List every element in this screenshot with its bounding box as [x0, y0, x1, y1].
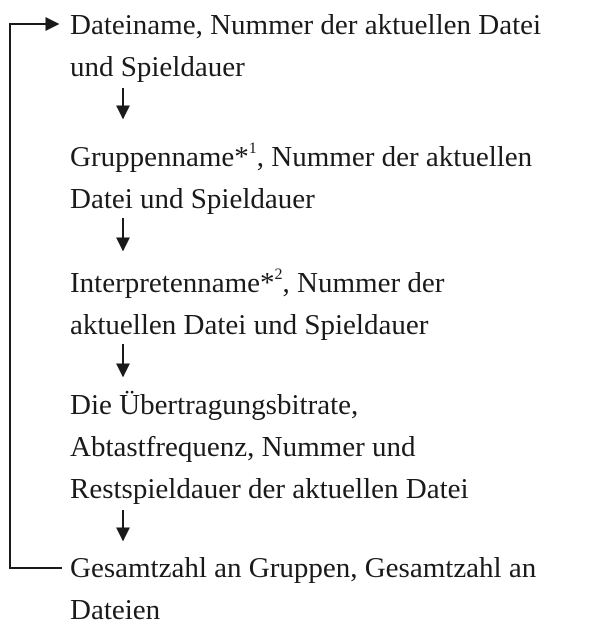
step-3-line-1 [70, 262, 610, 304]
flow-step-1 [70, 4, 610, 88]
step-3-line-2: aktuellen Datei und Spieldauer [70, 309, 429, 341]
flow-step-5 [70, 547, 610, 631]
step-1-line-2: und Spieldauer [70, 51, 245, 83]
step-2-line-1-pre: Gruppenname* [70, 141, 249, 173]
footnote-marker-1: 1 [248, 140, 257, 158]
step-4-line-2: Abtastfrequenz, Nummer und [70, 431, 416, 463]
step-3-line-1-post: , Nummer der [282, 267, 445, 299]
step-2-line-2: Datei und Spieldauer [70, 183, 315, 215]
loop-back-arrow [10, 24, 62, 568]
footnote-marker-2: 2 [274, 266, 283, 284]
step-4-line-3: Restspieldauer der aktuellen Datei [70, 473, 469, 505]
step-3-line-1-pre: Interpretenname* [70, 267, 275, 299]
step-5-line-1: Gesamtzahl an Gruppen, Gesamtzahl an [70, 552, 537, 584]
flow-step-4 [70, 384, 610, 510]
step-5-line-2: Dateien [70, 594, 161, 626]
step-4-line-1: Die Übertragungsbitrate, [70, 389, 359, 421]
flow-step-3 [70, 262, 610, 346]
step-2-line-1 [70, 136, 610, 178]
step-2-line-1-post: , Nummer der aktuellen [256, 141, 533, 173]
step-1-line-1: Dateiname, Nummer der aktuellen Datei [70, 9, 542, 41]
flow-step-2 [70, 136, 610, 220]
